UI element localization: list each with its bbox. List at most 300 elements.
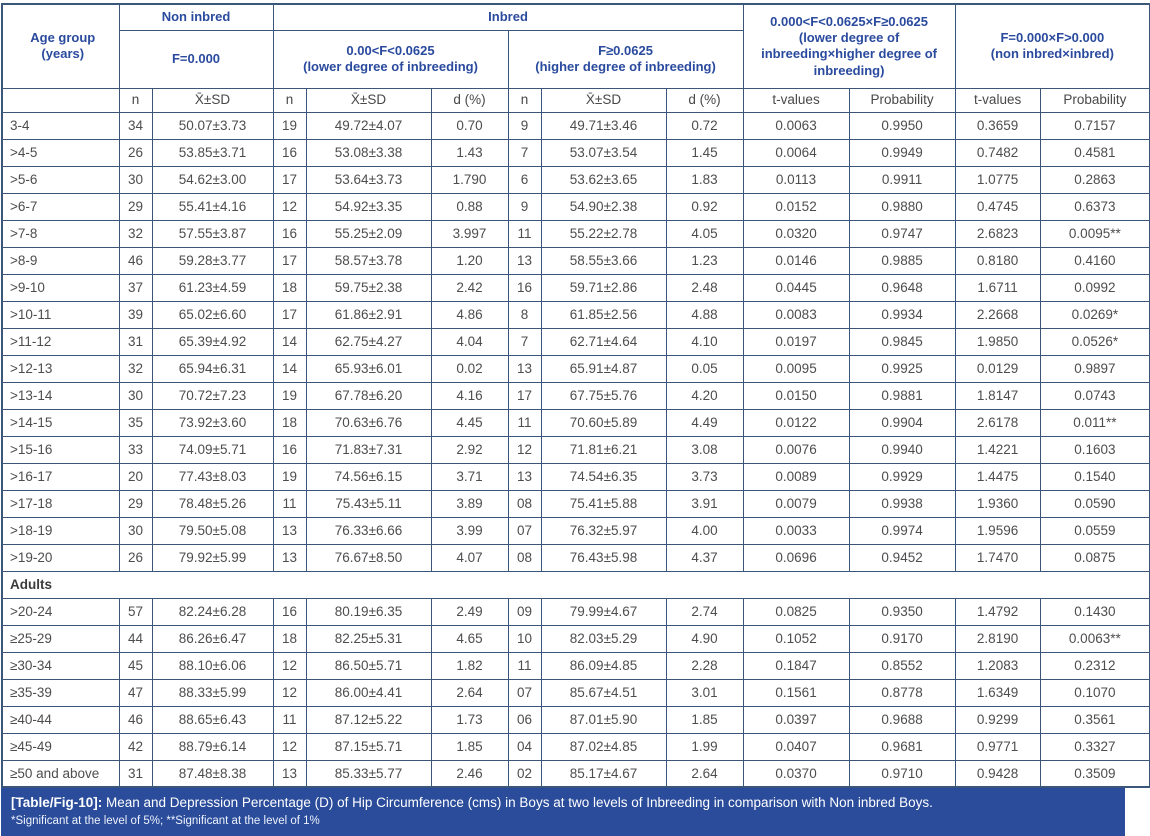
data-cell: 1.0775 [955, 166, 1040, 193]
data-cell: 3.01 [666, 679, 743, 706]
data-cell: 88.65±6.43 [152, 706, 273, 733]
data-cell: 53.62±3.65 [541, 166, 666, 193]
data-cell: 74.56±6.15 [306, 463, 431, 490]
data-cell: 0.88 [431, 193, 508, 220]
table-row [2, 274, 1150, 301]
data-cell: 67.78±6.20 [306, 382, 431, 409]
higher-inbreeding-title: F≥0.0625 [598, 42, 653, 58]
data-cell: 4.04 [431, 328, 508, 355]
data-cell: 2.42 [431, 274, 508, 301]
data-cell: 0.0076 [743, 436, 849, 463]
table-row [2, 679, 1150, 706]
data-cell: 9 [508, 112, 541, 139]
data-cell: 0.9710 [849, 760, 955, 787]
data-cell: 4.49 [666, 409, 743, 436]
significance-footnote: *Significant at the level of 5%; **Significant at the level of 1% [11, 815, 320, 828]
data-cell: 1.6349 [955, 679, 1040, 706]
data-cell: 4.00 [666, 517, 743, 544]
table-row [2, 112, 1150, 139]
data-cell: 79.92±5.99 [152, 544, 273, 571]
table-row [2, 652, 1150, 679]
data-cell: 0.0064 [743, 139, 849, 166]
table-caption [11, 794, 1115, 812]
col-n-higher: n [508, 88, 541, 112]
data-cell: 0.7157 [1040, 112, 1150, 139]
data-cell: 7 [508, 328, 541, 355]
data-cell: 2.28 [666, 652, 743, 679]
data-cell: 87.02±4.85 [541, 733, 666, 760]
data-cell: 44 [119, 625, 152, 652]
age-cell: ≥50 and above [2, 760, 119, 787]
data-cell: 17 [508, 382, 541, 409]
col-mean-sd-noninbred: X̄±SD [152, 88, 273, 112]
table-row [2, 193, 1150, 220]
data-cell: 12 [273, 193, 306, 220]
data-cell: 4.16 [431, 382, 508, 409]
data-cell: 87.12±5.22 [306, 706, 431, 733]
data-cell: 86.09±4.85 [541, 652, 666, 679]
data-cell: 11 [273, 706, 306, 733]
data-cell: 0.0445 [743, 274, 849, 301]
data-cell: 0.9350 [849, 598, 955, 625]
data-cell: 0.2863 [1040, 166, 1150, 193]
data-cell: 0.8552 [849, 652, 955, 679]
data-cell: 0.9428 [955, 760, 1040, 787]
data-cell: 61.86±2.91 [306, 301, 431, 328]
age-cell: >9-10 [2, 274, 119, 301]
data-cell: 0.9897 [1040, 355, 1150, 382]
data-cell: 4.20 [666, 382, 743, 409]
data-cell: 0.0146 [743, 247, 849, 274]
data-cell: 1.43 [431, 139, 508, 166]
data-cell: 45 [119, 652, 152, 679]
data-cell: 58.55±3.66 [541, 247, 666, 274]
data-cell: 02 [508, 760, 541, 787]
data-cell: 08 [508, 544, 541, 571]
data-cell: 85.67±4.51 [541, 679, 666, 706]
data-cell: 0.4745 [955, 193, 1040, 220]
data-cell: 74.54±6.35 [541, 463, 666, 490]
data-cell: 0.2312 [1040, 652, 1150, 679]
data-cell: 4.10 [666, 328, 743, 355]
data-cell: 0.3561 [1040, 706, 1150, 733]
age-cell: >20-24 [2, 598, 119, 625]
age-cell: >13-14 [2, 382, 119, 409]
table-header [2, 4, 1150, 112]
col-t-values-2: t-values [955, 88, 1040, 112]
data-cell: 0.9747 [849, 220, 955, 247]
data-cell: 55.25±2.09 [306, 220, 431, 247]
data-cell: 0.9929 [849, 463, 955, 490]
data-cell: 34 [119, 112, 152, 139]
data-cell: 2.92 [431, 436, 508, 463]
table-row [2, 139, 1150, 166]
table-row [2, 733, 1150, 760]
col-d-percent-lower: d (%) [431, 88, 508, 112]
data-cell: 1.7470 [955, 544, 1040, 571]
data-cell: 06 [508, 706, 541, 733]
age-cell: >4-5 [2, 139, 119, 166]
data-cell: 3.08 [666, 436, 743, 463]
data-cell: 18 [273, 274, 306, 301]
data-cell: 0.9880 [849, 193, 955, 220]
data-cell: 1.790 [431, 166, 508, 193]
data-cell: 0.0743 [1040, 382, 1150, 409]
data-cell: 10 [508, 625, 541, 652]
lower-x-higher-group-header [743, 4, 955, 88]
table-caption-label: [Table/Fig-10]: [11, 795, 103, 810]
data-cell: 4.90 [666, 625, 743, 652]
data-cell: 13 [273, 544, 306, 571]
blank-subheader [2, 88, 119, 112]
data-cell: 0.02 [431, 355, 508, 382]
data-cell: 0.9925 [849, 355, 955, 382]
data-cell: 1.20 [431, 247, 508, 274]
data-cell: 0.4581 [1040, 139, 1150, 166]
data-cell: 54.90±2.38 [541, 193, 666, 220]
age-cell: >5-6 [2, 166, 119, 193]
data-cell: 1.4221 [955, 436, 1040, 463]
data-cell: 0.0559 [1040, 517, 1150, 544]
data-cell: 59.75±2.38 [306, 274, 431, 301]
data-cell: 67.75±5.76 [541, 382, 666, 409]
data-cell: 08 [508, 490, 541, 517]
data-cell: 30 [119, 517, 152, 544]
non-x-inbred-subtitle: (non inbred×inbred) [990, 46, 1114, 62]
data-cell: 61.85±2.56 [541, 301, 666, 328]
data-cell: 16 [273, 220, 306, 247]
data-cell: 37 [119, 274, 152, 301]
data-cell: 3.89 [431, 490, 508, 517]
data-cell: 6 [508, 166, 541, 193]
data-cell: 19 [273, 463, 306, 490]
age-cell: >7-8 [2, 220, 119, 247]
col-probability-1: Probability [849, 88, 955, 112]
age-cell: >12-13 [2, 355, 119, 382]
data-cell: 1.4792 [955, 598, 1040, 625]
lower-inbreeding-title: 0.00<F<0.0625 [346, 42, 435, 58]
age-cell: >19-20 [2, 544, 119, 571]
table-row [2, 328, 1150, 355]
data-cell: 0.6373 [1040, 193, 1150, 220]
data-cell: 78.48±5.26 [152, 490, 273, 517]
data-cell: 85.17±4.67 [541, 760, 666, 787]
data-cell: 49.72±4.07 [306, 112, 431, 139]
non-x-inbred-title: F=0.000×F>0.000 [1000, 30, 1105, 45]
data-cell: 0.9681 [849, 733, 955, 760]
data-cell: 13 [508, 355, 541, 382]
data-cell: 62.75±4.27 [306, 328, 431, 355]
data-cell: 0.1052 [743, 625, 849, 652]
data-cell: 55.22±2.78 [541, 220, 666, 247]
data-cell: 46 [119, 247, 152, 274]
age-group-header: Age group (years) [2, 4, 119, 88]
data-cell: 12 [273, 733, 306, 760]
data-cell: 29 [119, 193, 152, 220]
data-cell: 0.0150 [743, 382, 849, 409]
data-cell: 2.2668 [955, 301, 1040, 328]
data-cell: 2.64 [666, 760, 743, 787]
age-cell: >11-12 [2, 328, 119, 355]
data-cell: 79.50±5.08 [152, 517, 273, 544]
data-cell: 0.3509 [1040, 760, 1150, 787]
data-cell: 0.0122 [743, 409, 849, 436]
data-cell: 17 [273, 166, 306, 193]
col-probability-2: Probability [1040, 88, 1150, 112]
data-cell: 53.64±3.73 [306, 166, 431, 193]
data-cell: 86.00±4.41 [306, 679, 431, 706]
data-cell: 58.57±3.78 [306, 247, 431, 274]
age-cell: >6-7 [2, 193, 119, 220]
data-cell: 1.4475 [955, 463, 1040, 490]
data-cell: 0.8778 [849, 679, 955, 706]
data-cell: 0.0063** [1040, 625, 1150, 652]
data-cell: 53.85±3.71 [152, 139, 273, 166]
data-cell: 11 [508, 220, 541, 247]
table-row [2, 301, 1150, 328]
data-cell: 2.46 [431, 760, 508, 787]
data-cell: 54.62±3.00 [152, 166, 273, 193]
data-cell: 17 [273, 247, 306, 274]
data-cell: 59.28±3.77 [152, 247, 273, 274]
data-cell: 76.43±5.98 [541, 544, 666, 571]
col-n-noninbred: n [119, 88, 152, 112]
data-cell: 3.91 [666, 490, 743, 517]
data-cell: 0.9904 [849, 409, 955, 436]
data-cell: 32 [119, 220, 152, 247]
data-cell: 16 [273, 598, 306, 625]
table-row [2, 382, 1150, 409]
data-cell: 77.43±8.03 [152, 463, 273, 490]
non-inbred-group-header: Non inbred [119, 4, 273, 30]
data-cell: 76.67±8.50 [306, 544, 431, 571]
data-cell: 7 [508, 139, 541, 166]
data-cell: 0.9934 [849, 301, 955, 328]
data-cell: 2.49 [431, 598, 508, 625]
col-d-percent-higher: d (%) [666, 88, 743, 112]
data-cell: 65.93±6.01 [306, 355, 431, 382]
data-cell: 4.05 [666, 220, 743, 247]
data-cell: 2.74 [666, 598, 743, 625]
age-cell: ≥25-29 [2, 625, 119, 652]
data-cell: 57.55±3.87 [152, 220, 273, 247]
inbreeding-hip-circumference-table [1, 3, 1150, 788]
table-caption-text: Mean and Depression Percentage (D) of Hip Circumference (cms) in Boys at two levels of Inbreeding in comparison with Non inbred Boys. [102, 795, 933, 810]
data-cell: 0.9911 [849, 166, 955, 193]
data-cell: 12 [273, 679, 306, 706]
data-cell: 50.07±3.73 [152, 112, 273, 139]
data-cell: 0.0370 [743, 760, 849, 787]
data-cell: 26 [119, 139, 152, 166]
data-cell: 14 [273, 328, 306, 355]
column-subheader-row [2, 88, 1150, 112]
data-cell: 0.1430 [1040, 598, 1150, 625]
data-cell: 70.63±6.76 [306, 409, 431, 436]
data-cell: 4.88 [666, 301, 743, 328]
data-cell: 3.73 [666, 463, 743, 490]
data-cell: 82.25±5.31 [306, 625, 431, 652]
data-cell: 76.32±5.97 [541, 517, 666, 544]
data-cell: 70.72±7.23 [152, 382, 273, 409]
data-cell: 13 [508, 247, 541, 274]
table-row [2, 625, 1150, 652]
age-cell: >15-16 [2, 436, 119, 463]
data-cell: 1.9850 [955, 328, 1040, 355]
data-cell: 29 [119, 490, 152, 517]
data-cell: 35 [119, 409, 152, 436]
header-group-row-1 [2, 4, 1150, 30]
data-cell: 86.26±6.47 [152, 625, 273, 652]
data-cell: 0.9170 [849, 625, 955, 652]
section-label: Adults [2, 571, 1150, 598]
data-cell: 80.19±6.35 [306, 598, 431, 625]
data-cell: 13 [508, 463, 541, 490]
data-cell: 30 [119, 166, 152, 193]
data-cell: 31 [119, 328, 152, 355]
data-cell: 2.48 [666, 274, 743, 301]
data-cell: 0.1540 [1040, 463, 1150, 490]
table-row [2, 490, 1150, 517]
lower-x-higher-subtitle: (lower degree of inbreeding×higher degree of inbreeding) [761, 30, 938, 78]
table-row [2, 760, 1150, 787]
data-cell: 30 [119, 382, 152, 409]
data-cell: 11 [508, 409, 541, 436]
data-cell: 19 [273, 382, 306, 409]
non-x-inbred-group-header [955, 4, 1150, 88]
col-mean-sd-higher: X̄±SD [541, 88, 666, 112]
data-cell: 0.0397 [743, 706, 849, 733]
data-cell: 82.24±6.28 [152, 598, 273, 625]
data-cell: 0.9949 [849, 139, 955, 166]
data-cell: 0.1603 [1040, 436, 1150, 463]
data-cell: 74.09±5.71 [152, 436, 273, 463]
data-cell: 2.6823 [955, 220, 1040, 247]
data-cell: 0.0197 [743, 328, 849, 355]
data-cell: 3.71 [431, 463, 508, 490]
lower-inbreeding-subtitle: (lower degree of inbreeding) [303, 59, 478, 74]
data-cell: 88.79±6.14 [152, 733, 273, 760]
data-cell: 62.71±4.64 [541, 328, 666, 355]
data-cell: 0.0113 [743, 166, 849, 193]
table-row [2, 544, 1150, 571]
data-cell: 0.9885 [849, 247, 955, 274]
data-cell: 87.15±5.71 [306, 733, 431, 760]
table-row [2, 220, 1150, 247]
col-n-lower: n [273, 88, 306, 112]
data-cell: 0.9938 [849, 490, 955, 517]
data-cell: 0.8180 [955, 247, 1040, 274]
data-cell: 65.39±4.92 [152, 328, 273, 355]
lower-inbreeding-header [273, 30, 508, 88]
data-cell: 0.9299 [955, 706, 1040, 733]
data-cell: 0.9881 [849, 382, 955, 409]
data-cell: 31 [119, 760, 152, 787]
data-cell: 0.0089 [743, 463, 849, 490]
data-cell: 42 [119, 733, 152, 760]
higher-inbreeding-subtitle: (higher degree of inbreeding) [535, 59, 716, 74]
data-cell: 4.65 [431, 625, 508, 652]
caption-band [1, 788, 1125, 836]
data-cell: 0.0875 [1040, 544, 1150, 571]
data-cell: 4.37 [666, 544, 743, 571]
data-cell: 76.33±6.66 [306, 517, 431, 544]
data-cell: 0.0590 [1040, 490, 1150, 517]
table-row [2, 517, 1150, 544]
data-cell: 54.92±3.35 [306, 193, 431, 220]
data-cell: 0.0063 [743, 112, 849, 139]
age-cell: ≥35-39 [2, 679, 119, 706]
data-cell: 11 [508, 652, 541, 679]
age-cell: ≥30-34 [2, 652, 119, 679]
data-cell: 18 [273, 409, 306, 436]
data-cell: 04 [508, 733, 541, 760]
data-cell: 0.0033 [743, 517, 849, 544]
data-cell: 0.0129 [955, 355, 1040, 382]
data-cell: 1.8147 [955, 382, 1040, 409]
col-mean-sd-lower: X̄±SD [306, 88, 431, 112]
data-cell: 1.6711 [955, 274, 1040, 301]
data-cell: 9 [508, 193, 541, 220]
data-cell: 65.02±6.60 [152, 301, 273, 328]
table-row [2, 355, 1150, 382]
table-row [2, 409, 1150, 436]
data-cell: 14 [273, 355, 306, 382]
data-cell: 55.41±4.16 [152, 193, 273, 220]
data-cell: 0.011** [1040, 409, 1150, 436]
data-cell: 0.0526* [1040, 328, 1150, 355]
table-row [2, 463, 1150, 490]
f-zero-header: F=0.000 [119, 30, 273, 88]
data-cell: 4.07 [431, 544, 508, 571]
data-cell: 1.9596 [955, 517, 1040, 544]
table-row [2, 598, 1150, 625]
data-cell: 0.0269* [1040, 301, 1150, 328]
age-cell: ≥45-49 [2, 733, 119, 760]
age-cell: >17-18 [2, 490, 119, 517]
data-cell: 0.0825 [743, 598, 849, 625]
data-cell: 0.3327 [1040, 733, 1150, 760]
data-cell: 65.91±4.87 [541, 355, 666, 382]
data-cell: 0.9845 [849, 328, 955, 355]
data-cell: 0.0095 [743, 355, 849, 382]
data-cell: 71.81±6.21 [541, 436, 666, 463]
data-cell: 26 [119, 544, 152, 571]
data-cell: 19 [273, 112, 306, 139]
data-cell: 17 [273, 301, 306, 328]
data-cell: 12 [508, 436, 541, 463]
data-cell: 2.6178 [955, 409, 1040, 436]
age-cell: 3-4 [2, 112, 119, 139]
data-cell: 57 [119, 598, 152, 625]
col-t-values-1: t-values [743, 88, 849, 112]
data-cell: 0.9940 [849, 436, 955, 463]
inbred-group-header: Inbred [273, 4, 743, 30]
data-cell: 09 [508, 598, 541, 625]
data-cell: 16 [508, 274, 541, 301]
data-cell: 12 [273, 652, 306, 679]
data-cell: 2.8190 [955, 625, 1040, 652]
data-cell: 0.9648 [849, 274, 955, 301]
data-cell: 1.23 [666, 247, 743, 274]
lower-x-higher-title: 0.000<F<0.0625×F≥0.0625 [770, 13, 928, 29]
data-cell: 13 [273, 760, 306, 787]
data-cell: 0.9974 [849, 517, 955, 544]
data-cell: 85.33±5.77 [306, 760, 431, 787]
data-cell: 0.0407 [743, 733, 849, 760]
data-cell: 2.64 [431, 679, 508, 706]
data-cell: 0.9452 [849, 544, 955, 571]
age-cell: >14-15 [2, 409, 119, 436]
